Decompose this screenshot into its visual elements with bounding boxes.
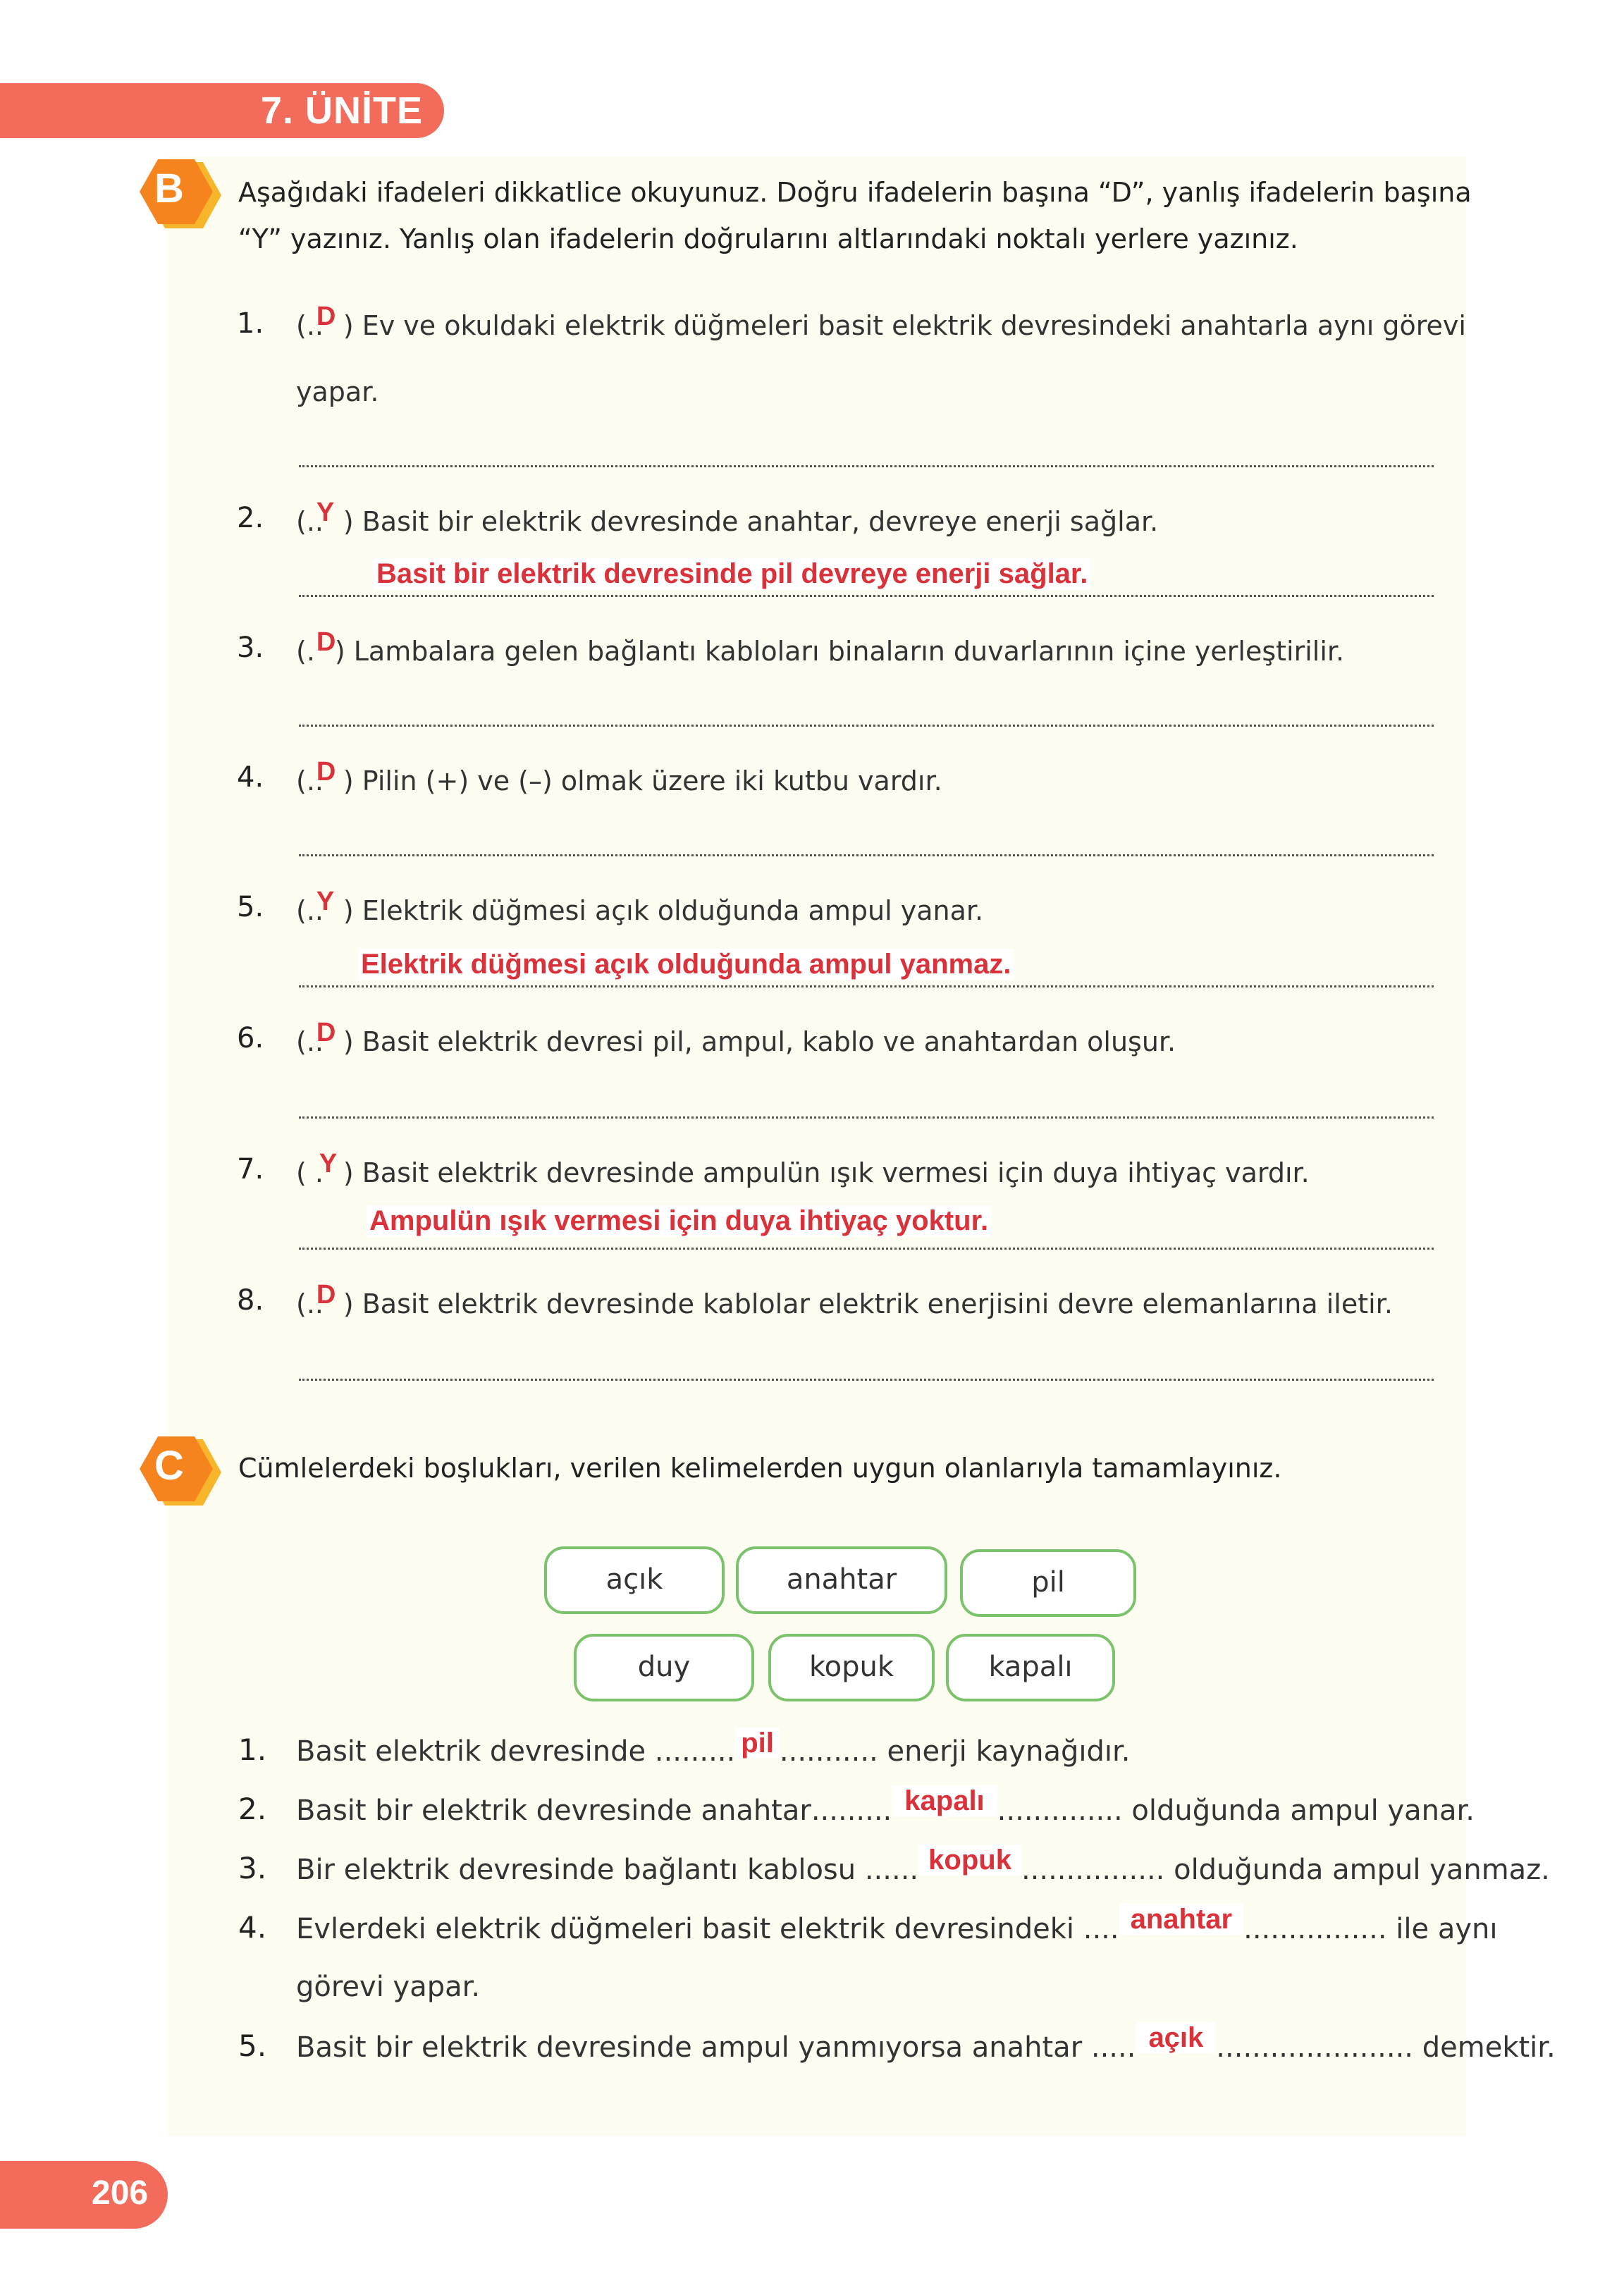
answer-line[interactable]: [299, 1248, 1434, 1250]
answer-mark: Y: [316, 498, 335, 527]
fill-blank[interactable]: .... anahtar ................: [1083, 1904, 1387, 1945]
section-c-badge: [138, 1434, 209, 1504]
item-number: 1.: [237, 307, 264, 340]
statement-text: Basit elektrik devresinde ampulün ışık vermesi için duya ihtiyaç vardır.: [362, 1157, 1310, 1188]
section-b-instruction: [238, 169, 1472, 262]
fill-text-after: ile aynı: [1386, 1913, 1498, 1945]
fill-item-2: [296, 1785, 1475, 1827]
answer-mark: D: [316, 627, 336, 657]
answer-mark: D: [316, 757, 336, 787]
statement-item-4: ( D .. ) Pilin (+) ve (–) olmak üzere iki kutbu vardır.: [296, 757, 942, 796]
fill-answer: kapalı: [892, 1785, 997, 1816]
statement-item-7: ( Y . ) Basit elektrik devresinde ampulün ışık vermesi için duya ihtiyaç vardır.: [296, 1149, 1310, 1188]
fill-text-after: olduğunda ampul yanar.: [1122, 1795, 1475, 1827]
fill-blank[interactable]: ...... kopuk ................: [864, 1845, 1165, 1886]
answer-line[interactable]: [299, 985, 1434, 987]
fill-answer: açık: [1136, 2022, 1216, 2053]
answer-line[interactable]: [299, 1379, 1434, 1381]
fill-item-5: [296, 2022, 1556, 2064]
fill-text-before: Evlerdeki elektrik düğmeleri basit elektrik devresindeki: [296, 1913, 1083, 1945]
answer-line[interactable]: [299, 465, 1434, 467]
page-number: 206: [92, 2174, 149, 2212]
statement-item-3: ( D . ) Lambalara gelen bağlantı kabloları binaların duvarlarının içine yerleştirilir.: [296, 627, 1345, 667]
section-b-badge: [138, 156, 209, 227]
item-number: 2.: [237, 502, 264, 534]
fill-item-4: [296, 1904, 1498, 1945]
answer-mark: D: [316, 1280, 336, 1310]
fill-text-after: olduğunda ampul yanmaz.: [1164, 1854, 1550, 1886]
item-number: 4.: [237, 761, 264, 794]
statement-text: Pilin (+) ve (–) olmak üzere iki kutbu vardır.: [362, 765, 942, 796]
item-number: 3.: [237, 632, 264, 664]
statement-text: Basit elektrik devresi pil, ampul, kablo ve anahtardan oluşur.: [362, 1026, 1176, 1057]
statement-item-1: ( D .. ) Ev ve okuldaki elektrik düğmeleri basit elektrik devresindeki anahtarla aynı görevi: [296, 302, 1466, 341]
section-c-instruction: Cümlelerdeki boşlukları, verilen kelimelerden uygun olanlarıyla tamamlayınız.: [238, 1453, 1282, 1484]
section-b-instruction-line2: “Y” yazınız. Yanlış olan ifadelerin doğrularını altlarındaki noktalı yerlere yazınız.: [238, 223, 1298, 254]
item-number: 7.: [237, 1153, 264, 1186]
word-bank-item: açık: [544, 1546, 725, 1614]
statement-text: Basit elektrik devresinde kablolar elektrik enerjisini devre elemanlarına iletir.: [362, 1288, 1393, 1319]
statement-text: Elektrik düğmesi açık olduğunda ampul yanar.: [362, 895, 984, 926]
fill-answer: kopuk: [918, 1845, 1021, 1876]
fill-text-before: Bir elektrik devresinde bağlantı kablosu: [296, 1854, 865, 1886]
answer-mark: D: [316, 1018, 336, 1047]
answer-line[interactable]: [299, 854, 1434, 856]
statement-item-8: ( D .. ) Basit elektrik devresinde kablolar elektrik enerjisini devre elemanlarına iletir.: [296, 1280, 1393, 1319]
fill-blank[interactable]: ......... kapalı ..............: [811, 1785, 1123, 1827]
answer-mark: Y: [319, 1149, 338, 1178]
answer-mark: D: [316, 302, 336, 331]
fill-text-before: Basit bir elektrik devresinde anahtar: [296, 1795, 811, 1827]
fill-item-4-line2: görevi yapar.: [296, 1971, 481, 2003]
item-number: 6.: [237, 1022, 264, 1054]
statement-text-line2: yapar.: [296, 376, 379, 407]
statement-text: Lambalara gelen bağlantı kabloları binaların duvarlarının içine yerleştirilir.: [353, 636, 1345, 667]
statement-text: Ev ve okuldaki elektrik düğmeleri basit elektrik devresindeki anahtarla aynı görevi: [362, 310, 1466, 341]
fill-blank[interactable]: ..... açık ......................: [1090, 2022, 1414, 2064]
section-c-letter: C: [154, 1443, 184, 1489]
correction-text: Elektrik düğmesi açık olduğunda ampul yanmaz.: [358, 949, 1014, 980]
word-bank-item: pil: [960, 1549, 1136, 1617]
word-bank-item: kapalı: [946, 1634, 1115, 1701]
content-panel: [168, 156, 1472, 2136]
word-bank-item: kopuk: [768, 1634, 935, 1701]
fill-answer: pil: [735, 1728, 780, 1759]
answer-line[interactable]: [299, 595, 1434, 597]
fill-item-3: [296, 1845, 1550, 1886]
answer-line[interactable]: [299, 725, 1434, 727]
fill-item-number: 4.: [238, 1910, 267, 1945]
statement-text: Basit bir elektrik devresinde anahtar, devreye enerji sağlar.: [362, 506, 1159, 537]
statement-item-2: ( Y .. ) Basit bir elektrik devresinde anahtar, devreye enerji sağlar.: [296, 498, 1159, 537]
section-b-letter: B: [154, 166, 184, 211]
unit-header-tab: [0, 83, 444, 138]
item-number: 5.: [237, 891, 264, 923]
fill-text-after: demektir.: [1413, 2031, 1556, 2064]
fill-item-number: 5.: [238, 2029, 267, 2063]
statement-item-6: ( D .. ) Basit elektrik devresi pil, ampul, kablo ve anahtardan oluşur.: [296, 1018, 1176, 1057]
fill-text-after: enerji kaynağıdır.: [878, 1735, 1131, 1768]
statement-item-5: ( Y .. ) Elektrik düğmesi açık olduğunda ampul yanar.: [296, 887, 984, 926]
fill-item-1: [296, 1728, 1131, 1768]
fill-item-number: 2.: [238, 1792, 267, 1826]
answer-mark: Y: [316, 887, 335, 916]
unit-title: 7. ÜNİTE: [261, 90, 424, 132]
fill-text-before: Basit bir elektrik devresinde ampul yanmıyorsa anahtar: [296, 2031, 1091, 2064]
fill-item-number: 3.: [238, 1851, 267, 1885]
item-number: 8.: [237, 1284, 264, 1317]
correction-text: Basit bir elektrik devresinde pil devreye enerji sağlar.: [374, 558, 1090, 590]
fill-answer: anahtar: [1119, 1904, 1244, 1935]
correction-text: Ampulün ışık vermesi için duya ihtiyaç yoktur.: [367, 1205, 991, 1237]
word-bank-item: duy: [574, 1634, 754, 1701]
answer-line[interactable]: [299, 1116, 1434, 1119]
word-bank-item: anahtar: [736, 1546, 947, 1614]
fill-item-number: 1.: [238, 1732, 267, 1767]
section-b-instruction-line1: Aşağıdaki ifadeleri dikkatlice okuyunuz. Doğru ifadelerin başına “D”, yanlış ifadelerin başına: [238, 177, 1472, 208]
fill-text-before: Basit elektrik devresinde: [296, 1735, 655, 1768]
page-number-tab: [0, 2161, 168, 2229]
fill-blank[interactable]: ......... pil ...........: [654, 1728, 878, 1768]
